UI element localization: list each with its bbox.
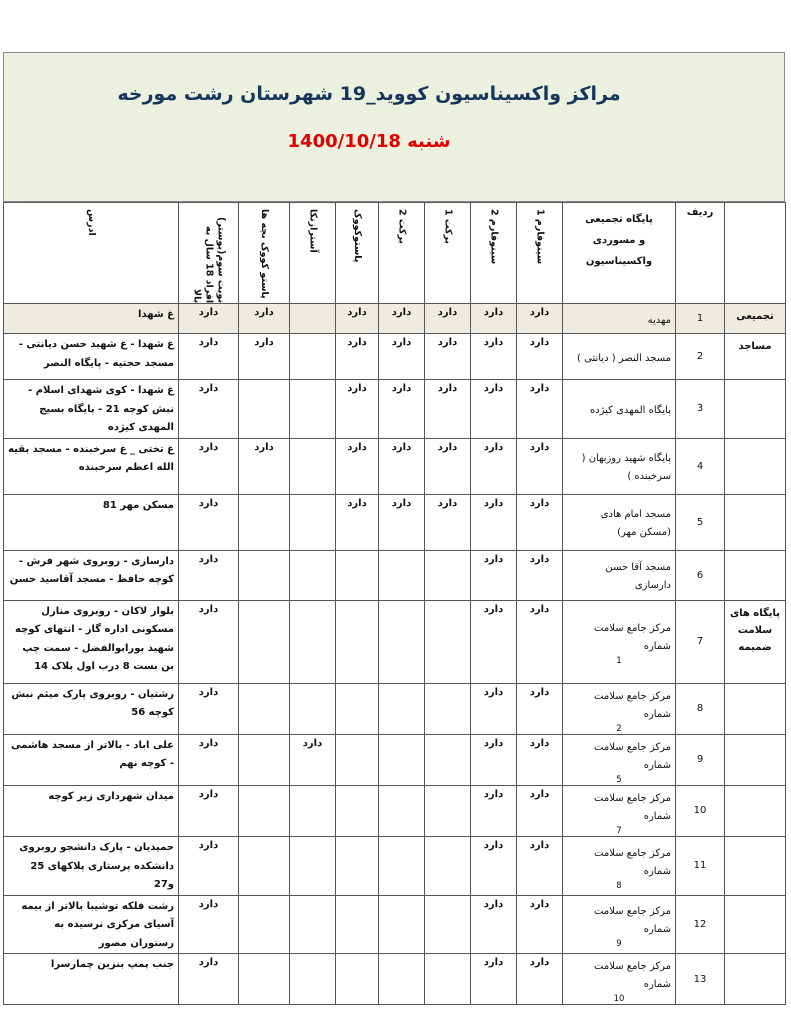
pastokovac-cell: دارد (336, 438, 379, 494)
sinopharm2-cell: دارد (471, 304, 517, 334)
table-body (4, 304, 786, 1005)
site-number: 7 (616, 825, 622, 836)
address-cell: دارسازی - روبروی شهر فرش - کوچه حافظ - مسجد آقاسید حسن (4, 550, 179, 600)
site-name-cell (563, 785, 676, 836)
barekat1-cell (425, 600, 471, 683)
pastokovac-cell (336, 837, 379, 896)
sinopharm2-cell: دارد (471, 438, 517, 494)
table-row (4, 895, 786, 954)
category-cell (725, 438, 786, 494)
table-row (4, 438, 786, 494)
site-name: مسجد امام هادی (مسکن مهر) (600, 509, 671, 538)
barekat1-cell: دارد (425, 380, 471, 439)
dose3-cell: دارد (179, 600, 239, 683)
header-box (3, 52, 785, 202)
astrazeneca-cell (290, 334, 336, 380)
site-name-cell (563, 334, 676, 380)
row-number-cell: 7 (676, 600, 725, 683)
site-number: 5 (616, 774, 622, 785)
barekat2-cell (379, 600, 425, 683)
table-header-row (4, 203, 786, 304)
row-number-cell: 1 (676, 304, 725, 334)
sinopharm1-cell: دارد (517, 895, 563, 954)
barekat1-cell (425, 785, 471, 836)
dose3-cell: دارد (179, 954, 239, 1005)
category-label: تجمیعی (736, 311, 774, 322)
barekat1-cell: دارد (425, 334, 471, 380)
sinopharm1-cell: دارد (517, 600, 563, 683)
astrazeneca-cell (290, 550, 336, 600)
barekat1-cell (425, 895, 471, 954)
pastokovac-cell (336, 954, 379, 1005)
col-header-pastokovac-kids: پاستو کووک بچه ها (239, 203, 290, 304)
sinopharm1-cell: دارد (517, 334, 563, 380)
site-name: پایگاه شهید روزبهان ( سرخبنده ) (581, 453, 671, 482)
category-cell (725, 785, 786, 836)
astrazeneca-cell (290, 304, 336, 334)
address-cell: غ شهدا - کوی شهدای اسلام - نبش کوچه 21 - پایگاه بسیج المهدی کیژده (4, 380, 179, 439)
address-cell: میدان شهرداری زیر کوچه (4, 785, 179, 836)
sinopharm2-cell: دارد (471, 600, 517, 683)
site-name: مرکز جامع سلامت شماره (594, 961, 671, 991)
barekat2-cell (379, 550, 425, 600)
barekat2-cell: دارد (379, 334, 425, 380)
pastokovac-kids-cell (239, 785, 290, 836)
site-number: 9 (616, 939, 622, 950)
site-name-cell (563, 734, 676, 785)
astrazeneca-cell: دارد (290, 734, 336, 785)
sinopharm2-cell: دارد (471, 734, 517, 785)
pastokovac-kids-cell (239, 600, 290, 683)
pastokovac-kids-cell (239, 837, 290, 896)
site-name-cell (563, 380, 676, 439)
sinopharm1-cell: دارد (517, 380, 563, 439)
site-name-cell (563, 438, 676, 494)
col-header-sinopharm1: سینوفارم 1 (517, 203, 563, 304)
row-number-cell: 3 (676, 380, 725, 439)
row-number-cell: 4 (676, 438, 725, 494)
col-header-pastokovac: پاستوکووک (336, 203, 379, 304)
barekat1-cell (425, 550, 471, 600)
dose3-cell: دارد (179, 380, 239, 439)
category-cell (725, 895, 786, 954)
sinopharm2-cell: دارد (471, 895, 517, 954)
site-name: مرکز جامع سلامت شماره (594, 623, 671, 653)
vaccination-centers-table (3, 202, 786, 1005)
pastokovac-kids-cell (239, 380, 290, 439)
barekat2-cell (379, 954, 425, 1005)
dose3-cell: دارد (179, 334, 239, 380)
address-cell: غ شهدا - غ شهید حسن دیانتی - مسجد حجتیه - پایگاه النصر (4, 334, 179, 380)
pastokovac-cell (336, 785, 379, 836)
sinopharm2-cell: دارد (471, 785, 517, 836)
barekat2-cell (379, 895, 425, 954)
col-header-address: ادرس (4, 203, 179, 304)
barekat1-cell (425, 837, 471, 896)
category-cell (725, 334, 786, 380)
col-header-barekat1: برکت 1 (425, 203, 471, 304)
col-header-astrazeneca: آسترازنکا (290, 203, 336, 304)
dose3-cell: دارد (179, 683, 239, 734)
site-number: 2 (616, 723, 622, 734)
table-row (4, 734, 786, 785)
row-number-cell: 5 (676, 494, 725, 550)
pastokovac-cell (336, 895, 379, 954)
sinopharm2-cell: دارد (471, 954, 517, 1005)
astrazeneca-cell (290, 600, 336, 683)
sinopharm2-cell: دارد (471, 494, 517, 550)
dose3-cell: دارد (179, 438, 239, 494)
site-name: مرکز جامع سلامت شماره (594, 906, 671, 936)
col-header-site-name: پایگاه تجمیعی و مسوردی واکسیناسیون (563, 203, 676, 304)
dose3-cell: دارد (179, 550, 239, 600)
table-row (4, 550, 786, 600)
barekat2-cell: دارد (379, 438, 425, 494)
row-number-cell: 6 (676, 550, 725, 600)
address-cell: جنب پمپ بنزین چمارسرا (4, 954, 179, 1005)
site-number: 8 (616, 880, 622, 891)
site-name-cell (563, 683, 676, 734)
barekat2-cell: دارد (379, 380, 425, 439)
table-row (4, 785, 786, 836)
dose3-cell: دارد (179, 494, 239, 550)
dose3-cell: دارد (179, 895, 239, 954)
page-title: مراکز واکسیناسیون کووید_19 شهرستان رشت مورخه (117, 83, 621, 105)
table-row (4, 380, 786, 439)
barekat1-cell: دارد (425, 438, 471, 494)
astrazeneca-cell (290, 895, 336, 954)
col-header-category (725, 203, 786, 304)
dose3-cell: دارد (179, 785, 239, 836)
category-cell (725, 380, 786, 439)
dose3-cell: دارد (179, 734, 239, 785)
pastokovac-kids-cell (239, 734, 290, 785)
pastokovac-kids-cell (239, 954, 290, 1005)
site-name: مرکز جامع سلامت شماره (594, 741, 671, 771)
pastokovac-cell (336, 550, 379, 600)
pastokovac-kids-cell: دارد (239, 438, 290, 494)
sinopharm2-cell: دارد (471, 837, 517, 896)
address-cell: رشت فلکه توشیبا بالاتر از بیمه آسیای مرکزی نرسیده به رستوران مصور (4, 895, 179, 954)
pastokovac-cell (336, 683, 379, 734)
table-row (4, 683, 786, 734)
pastokovac-cell (336, 734, 379, 785)
pastokovac-kids-cell (239, 683, 290, 734)
barekat1-cell: دارد (425, 304, 471, 334)
category-cell (725, 600, 786, 683)
site-name-cell (563, 954, 676, 1005)
sinopharm1-cell: دارد (517, 683, 563, 734)
astrazeneca-cell (290, 380, 336, 439)
site-name: مرکز جامع سلامت شماره (594, 847, 671, 877)
sinopharm2-cell: دارد (471, 550, 517, 600)
dose3-cell: دارد (179, 304, 239, 334)
pastokovac-kids-cell: دارد (239, 304, 290, 334)
barekat2-cell (379, 785, 425, 836)
category-cell (725, 304, 786, 334)
sinopharm1-cell: دارد (517, 304, 563, 334)
address-cell: رشتیان - روبروی پارک میثم نبش کوچه 56 (4, 683, 179, 734)
site-number: 10 (613, 994, 625, 1005)
pastokovac-cell: دارد (336, 334, 379, 380)
table-row (4, 334, 786, 380)
category-cell (725, 683, 786, 734)
pastokovac-kids-cell (239, 895, 290, 954)
site-number: 1 (616, 656, 622, 667)
category-label: پایگاه های (729, 607, 781, 619)
col-header-barekat2: برکت 2 (379, 203, 425, 304)
barekat2-cell (379, 683, 425, 734)
site-name-cell (563, 550, 676, 600)
category-label: سلامت ضمیمه (737, 624, 773, 653)
address-cell: حمیدیان - پارک دانشجو روبروی دانشکده پرستاری پلاکهای 25 و27 (4, 837, 179, 896)
site-name-cell (563, 837, 676, 896)
pastokovac-kids-cell (239, 550, 290, 600)
barekat1-cell (425, 683, 471, 734)
address-cell: غ شهدا (4, 304, 179, 334)
site-name: مرکز جامع سلامت شماره (594, 792, 671, 822)
site-name: مهدیه (647, 314, 671, 326)
col-header-sinopharm2: سینوفارم 2 (471, 203, 517, 304)
site-name: مسجد آقا حسن دارسازی (605, 562, 671, 591)
barekat2-cell (379, 837, 425, 896)
site-name: مرکز جامع سلامت شماره (594, 690, 671, 720)
address-cell: غ تختی _ غ سرخبنده - مسجد بقیه الله اعظم سرخبنده (4, 438, 179, 494)
pastokovac-kids-cell (239, 494, 290, 550)
category-cell (725, 954, 786, 1005)
pastokovac-cell (336, 600, 379, 683)
row-number-cell: 2 (676, 334, 725, 380)
address-cell: مسکن مهر 81 (4, 494, 179, 550)
sinopharm1-cell: دارد (517, 837, 563, 896)
table-row (4, 494, 786, 550)
barekat2-cell (379, 734, 425, 785)
sinopharm1-cell: دارد (517, 438, 563, 494)
sinopharm2-cell: دارد (471, 334, 517, 380)
address-cell: علی اباد - بالاتر از مسجد هاشمی - کوچه نهم (4, 734, 179, 785)
sinopharm1-cell: دارد (517, 954, 563, 1005)
site-name-cell (563, 895, 676, 954)
category-label: مساجد (738, 341, 772, 352)
sinopharm1-cell: دارد (517, 494, 563, 550)
category-cell (725, 494, 786, 550)
sinopharm1-cell: دارد (517, 734, 563, 785)
barekat1-cell (425, 954, 471, 1005)
pastokovac-cell: دارد (336, 380, 379, 439)
astrazeneca-cell (290, 683, 336, 734)
row-number-cell: 8 (676, 683, 725, 734)
page-date: شنبه 1400/10/18 (287, 131, 451, 152)
astrazeneca-cell (290, 954, 336, 1005)
category-cell (725, 734, 786, 785)
astrazeneca-cell (290, 837, 336, 896)
sinopharm1-cell: دارد (517, 550, 563, 600)
row-number-cell: 13 (676, 954, 725, 1005)
table-row (4, 304, 786, 334)
site-name-cell (563, 304, 676, 334)
astrazeneca-cell (290, 438, 336, 494)
site-name: پایگاه المهدی کیژده (589, 404, 671, 416)
col-header-row-number: ردیف (676, 203, 725, 304)
sinopharm1-cell: دارد (517, 785, 563, 836)
pastokovac-kids-cell: دارد (239, 334, 290, 380)
row-number-cell: 10 (676, 785, 725, 836)
astrazeneca-cell (290, 785, 336, 836)
row-number-cell: 11 (676, 837, 725, 896)
pastokovac-cell: دارد (336, 494, 379, 550)
sinopharm2-cell: دارد (471, 380, 517, 439)
address-cell: بلوار لاکان - روبروی منازل مسکونی اداره گاز - انتهای کوچه شهید پورابوالفضل - سمت چپ بن بست 8 درب اول پلاک 14 (4, 600, 179, 683)
table-row (4, 954, 786, 1005)
sinopharm2-cell: دارد (471, 683, 517, 734)
astrazeneca-cell (290, 494, 336, 550)
barekat1-cell: دارد (425, 494, 471, 550)
pastokovac-cell: دارد (336, 304, 379, 334)
category-cell (725, 837, 786, 896)
row-number-cell: 9 (676, 734, 725, 785)
site-name-cell (563, 600, 676, 683)
barekat2-cell: دارد (379, 494, 425, 550)
barekat1-cell (425, 734, 471, 785)
category-cell (725, 550, 786, 600)
site-name-cell (563, 494, 676, 550)
barekat2-cell: دارد (379, 304, 425, 334)
site-name: مسجد النصر ( دیانتی ) (577, 352, 671, 364)
dose3-cell: دارد (179, 837, 239, 896)
table-row (4, 837, 786, 896)
row-number-cell: 12 (676, 895, 725, 954)
col-header-dose3: نوبت سوم(بوستر) افراد 18 سال به بالا (179, 203, 239, 304)
table-row (4, 600, 786, 683)
